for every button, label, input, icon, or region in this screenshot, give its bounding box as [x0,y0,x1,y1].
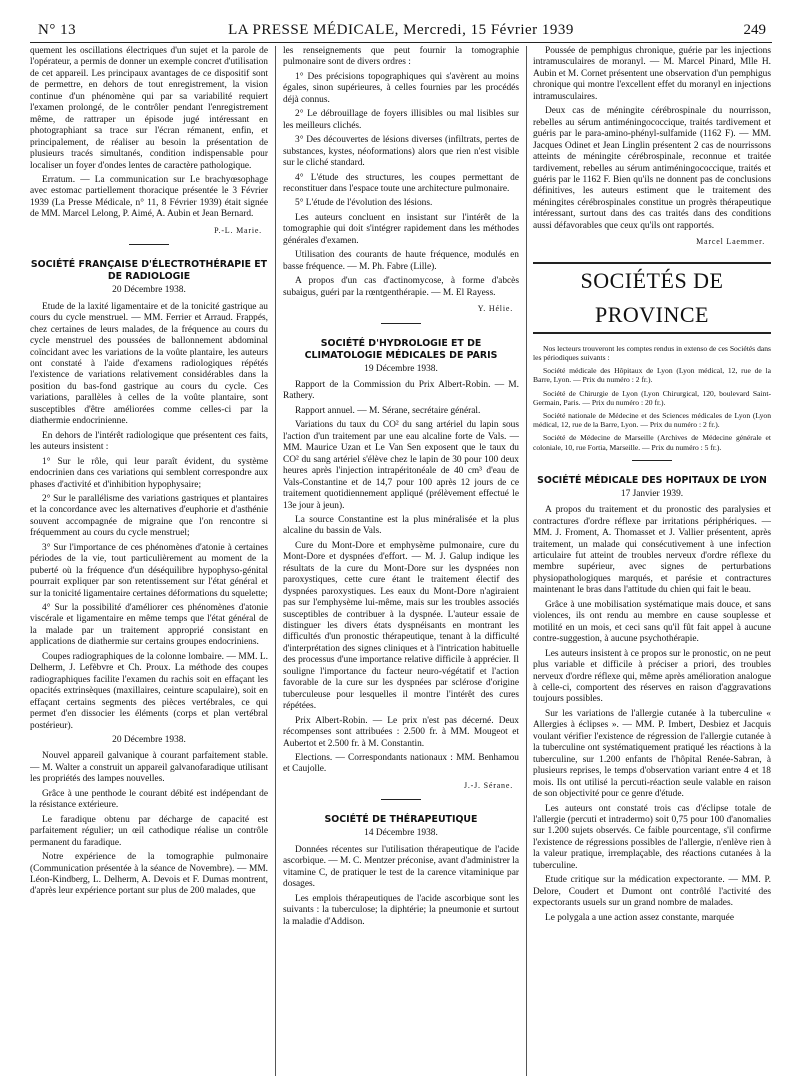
paragraph: Elections. — Correspondants nationaux : MM. Benhamou et Caujolle. [283,753,519,775]
paragraph: Les emplois thérapeutiques de l'acide ascorbique sont les suivants : la tuberculose; la diphtérie; la pneumonie et surtout la maladie d'Addison. [283,893,519,927]
page-header [30,20,772,43]
paragraph: A propos d'un cas d'actinomycose, à forme d'abcès subaigus, guéri par la rœntgenthérapie. — M. El Rayess. [283,276,519,298]
section-title: SOCIÉTÉ MÉDICALE DES HOPITAUX DE LYON [537,474,767,486]
section-date: 17 Janvier 1939. [620,488,684,499]
section-title: SOCIÉTÉ FRANÇAISE D'ÉLECTROTHÉRAPIE ET DE RADIOLOGIE [30,259,268,283]
section-date: 20 Décembre 1938. [112,735,186,746]
list-item: 1° Des précisions topographiques qui s'avèrent au moins égales, sinon supérieures, à celles fournies par les procédés déjà connus. [283,71,519,105]
notice-item: Société nationale de Médecine et des Sciences médicales de Lyon (Lyon médical, 12, rue de la Barre, Lyon. — Prix du numéro : 2 fr.). [533,410,771,430]
notice-text: Nos lecteurs trouveront les comptes rendus in extenso de ces Sociétés dans les périodiques suivants : [533,343,771,362]
column-3 [533,46,771,1076]
column-divider [275,46,276,1076]
paragraph: 3° Sur l'importance de ces phénomènes d'atonie à certaines périodes de la vie, tout particulièrement au moment de la puberté où la fréquence d'un déséquilibre hypophyso-génital pourrait expliquer par son retentissement sur l'état général et sur la tonicité ligamentaire certaines déformations du squelette; [30,542,268,599]
list-item: 2° Le débrouillage de foyers illisibles ou mal lisibles sur les meilleurs clichés. [283,109,519,131]
paragraph: Notre expérience de la tomographie pulmonaire (Communication présentée à la séance de Novembre). — MM. Léon-Kindberg, L. Delherm, A. Devois et F. Dumas montrent, d'après leur expérience portant sur plus de 200 malades, que [30,852,268,897]
section-date: 19 Décembre 1938. [364,363,438,374]
paragraph: Etude de la laxité ligamentaire et de la tonicité gastrique au cours du cycle menstruel. — MM. Ferrier et Arraud. Frappés, chez certaines de leurs malades, de la fréquence au cours du cycle menstruel des poussées de ballonnement abdominal coïncidant avec les variations de la voûte plantaire, les auteurs ont constaté à l'aide d'examens radiologiques répétés l'existence de variations relativement considérables dans la position du bas-fond gastrique au cours du cycle. Ces variations, parallèles à celles de la voûte plantaire, sont susceptibles d'être améliorées comme celles-ci par la diathermie endocrinienne. [30,301,268,427]
signature: Marcel Laemmer. [696,237,765,247]
paragraph: 2° Sur le parallélisme des variations gastriques et plantaires et la concordance avec les alternatives d'euphorie et d'asthénie souvent accompagnée de migraine que l'on rencontre si fréquemment au cours du cycle menstruel; [30,493,268,539]
paragraph: Les auteurs ont constaté trois cas d'éclipse totale de l'allergie (percuti et intradermo) soit 0,75 pour 100 d'anomalies sur 1.200 sujets observés. Ce faible pourcentage, s'il confirme l'existence de régressions possibles de l'allergie, n'enlève rien à la valeur pratique, irremplaçable, des réactions cutanées à la tuberculine. [533,803,771,871]
paragraph: Le faradique obtenu par décharge de capacité est parfaitement régulier; un œil cathodique réalise un contrôle permanent du faradique. [30,814,268,848]
signature: P.-L. Marie. [214,225,262,235]
paragraph: 4° Sur la possibilité d'améliorer ces phénomènes d'atonie viscérale et ligamentaire en même temps que l'état général de la malade par un traitement approprié consistant en applications de diathermie sur certains groupes endocriniens. [30,603,268,648]
paragraph: A propos du traitement et du pronostic des paralysies et contractures d'ordre réflexe par irritations périphériques. — MM. J. Froment, A. Thomasset et J. Vallier présentent, après traitement, un malade qui consécutivement à une infection articulaire fut atteint de troubles nerveux d'ordre réflexe du membre supérieur, avec signes de perturbations physiopathologiques marqués, et parésie et contractures maintenant le bras dans l'attitude du chien qui fait le beau. [533,505,771,596]
section-date: 20 Décembre 1938. [112,285,186,296]
column-1 [30,46,268,1076]
notice-item: Société de Chirurgie de Lyon (Lyon Chirurgical, 120, boulevard Saint-Germain, Paris. — Prix du numéro : 20 fr.). [533,388,771,407]
section-date: 14 Décembre 1938. [364,828,438,839]
erratum-paragraph: Erratum. — La communication sur Le brachyœsophage avec estomac partiellement thoracique présentée le 3 Février 1939 (La Presse Médicale, n° 11, 8 Février 1939) était signée de MM. Marcel Lelong, P. Aimé, A. Aubin et Jean Bernard. [30,174,268,220]
column-divider [526,46,527,1076]
section-title: SOCIÉTÉ D'HYDROLOGIE ET DE CLIMATOLOGIE MÉDICALES DE PARIS [304,337,498,361]
paragraph: Grâce à une mobilisation systématique mais douce, et sans violences, ils ont rendu au membre en cause souplesse et motilité en un mois, et ceci sans qu'il fût fait appel à aucune contre-suggestion, à aucune psychothérapie. [533,599,771,645]
page-number: 249 [743,22,766,38]
paragraph: Cure du Mont-Dore et emphysème pulmonaire, cure du Mont-Dore et dyspnées d'effort. — M. J. Galup indique les résultats de la cure du Mont-Dore sur les dyspnées non paroxystiques, cette cure étant le traitement électif des dyspnées paroxystiques. Les eaux du Mont-Dore n'agiraient pas sur l'emphysème lui-même, mais sur les troubles associés susceptibles de contribuer à la dyspnée. L'auteur essaie de distinguer les divers états dyspnéisants en montrant les difficultés d'un pronostic thérapeutique, tenant à la difficulté d'interprétation des signes cliniques et à l'intrication habituelle des processus d'une importance relative difficile à apprécier. Il souligne l'importance du facteur neuro-végétatif et l'action favorable de la cure sur les dyspnées par sclérose d'origine tuberculeuse pour lesquelles il montre l'intérêt des cures répétées. [283,540,519,712]
journal-title: LA PRESSE MÉDICALE, Mercredi, 15 Février 1939 [228,22,574,38]
issue-number: N° 13 [38,22,77,38]
section-title: SOCIÉTÉ DE THÉRAPEUTIQUE [324,814,478,826]
paragraph: 1° Sur le rôle, qui leur paraît évident, du système endocrinien dans ces variations qui semblent correspondre aux phases d'activité et d'inhibition hypophysaire; [30,456,268,490]
paragraph: Nouvel appareil galvanique à courant parfaitement stable. — M. Walter a construit un appareil galvanofaradique utilisant les propriétés des lampes nouvelles. [30,751,268,785]
paragraph: Rapport de la Commission du Prix Albert-Robin. — M. Rathery. [283,379,519,402]
major-section-title: SOCIÉTÉS DE PROVINCE [533,262,771,334]
paragraph: Sur les variations de l'allergie cutanée à la tuberculine « Allergies à éclipses ». — MM. P. Imbert, Desbiez et Jacquis voulant vérifier l'existence de régression de l'allergie cutanée à la tuberculine ont systématiquement pratiqué les réactions à la tuberculine, sur 1.200 enfants de l'hôpital Renée-Sabran, à plusieurs reprises, le temps d'observation variant entre 4 et 18 mois. Ils ont utilisé la percuti-réaction seule valable en raison de son objectivité pour ce genre d'étude. [533,708,771,800]
paragraph: La source Constantine est la plus minéralisée et la plus alcaline du bassin de Vals. [283,514,519,537]
paragraph: les renseignements que peut fournir la tomographie pulmonaire sont de divers ordres : [283,46,519,68]
list-item: 3° Des découvertes de lésions diverses (infiltrats, pertes de substances, kystes, néoformations) alors que rien n'est visible sur le cliché standard. [283,135,519,169]
notice-item: Société médicale des Hôpitaux de Lyon (Lyon médical, 12, rue de la Barre, Lyon. — Prix du numéro : 2 fr.). [533,366,771,385]
paragraph: Utilisation des courants de haute fréquence, modulés en basse fréquence. — M. Ph. Fabre (Lille). [283,250,519,272]
paragraph: Coupes radiographiques de la colonne lombaire. — MM. L. Delherm, J. Lefèbvre et Ch. Proux. La méthode des coupes radiographiques facilite l'examen du rachis soit en effaçant les opacités extrinsèques (maxillaires, ceinture scapulaire), soit en effaçant certains segments des pièces vertébrales, ce qui permet d'en dissocier les éléments (corps et plan vertébral postérieur). [30,651,268,731]
list-item: 4° L'étude des structures, les coupes permettant de reconstituer dans l'espace toute une architecture pulmonaire. [283,172,519,194]
paragraph: Prix Albert-Robin. — Le prix n'est pas décerné. Deux récompenses sont attribuées : 2.500 fr. à MM. Mougeot et Aubertot et 2.500 fr. à M. Constantin. [283,715,519,749]
paragraph: Données récentes sur l'utilisation thérapeutique de l'acide ascorbique. — M. C. Mentzer préconise, avant d'administrer la vitamine C, de pratiquer le test de la carence vitaminique par dosages. [283,844,519,890]
paragraph: Etude critique sur la médication expectorante. — MM. P. Delore, Coudert et Dumont ont contrôlé l'activité des expectorants usuels sur un grand nombre de malades. [533,875,771,909]
paragraph: Deux cas de méningite cérébrospinale du nourrisson, rebelles au sérum antiméningococcique, traités tardivement et guéris par le para-amino-phényl-sulfamide (1162 F). — MM. Jacques Odinet et Jean Linglin présentent 2 cas de nourrissons atteints de méningite cérébrospinale, reconnue et traitée tardivement, rebelles au sérum antiméningococcique, traités et guéris par le 1162 F. Bien qu'ils ne donnent pas de conclusions définitives, les auteurs estiment que le traitement des méningites cérébrospinales constitue un progrès thérapeutique intéressant, surtout dans des cas traités dans des conditions aussi défavorables que ceux qu'ils ont rapportés. [533,106,771,231]
notice-item: Société de Médecine de Marseille (Archives de Médecine générale et coloniale, 10, rue Fortia, Marseille. — Prix du numéro : 5 fr.). [533,433,771,452]
separator-rule [129,244,169,245]
separator-rule [632,460,672,461]
paragraph: Variations du taux du CO² du sang artériel du lapin sous l'action d'un traitement par une eau alcaline forte de Vals. — MM. Maurice Uzan et Le Van Sen exposent que le taux du CO² du sang artériel s'élève chez le lapin de 30 pour 100 deux heures après l'injection intrapéritonéale de 40 cm³ d'eau de Vals-Constantine et de 14,7 pour 100 après 12 jours de ce traitement quotidiennement appliqué (prélèvement effectué le 13e jour à jeun). [283,420,519,511]
paragraph: Grâce à une penthode le courant débité est indépendant de la résistance extérieure. [30,788,268,811]
column-2 [283,46,519,1076]
paragraph: quement les oscillations électriques d'un sujet et la parole de l'opérateur, a permis de donner un exemple concret d'utilisation de cet appareil. Les principaux avantages de ce dispositif sont de permettre, en dehors de tout enregistrement, la vision continue d'un phénomène qui par sa variabilité requiert l'examen prolongé, de le contrôler pendant l'enregistrement même, de rattraper un épisode jugé intéressant en photographiant sa trace sur l'écran rémanent, enfin, et principalement, de réaliser au besoin la présentation de plusieurs tracés simultanés, condition indispensable pour localiser un foyer d'ondes lentes de caractère pathologique. [30,46,268,171]
signature: J.-J. Sérane. [463,780,513,790]
paragraph: En dehors de l'intérêt radiologique que présentent ces faits, les auteurs insistent : [30,430,268,453]
paragraph: Le polygala a une action assez constante, marquée [545,912,734,923]
paragraph: Rapport annuel. — M. Sérane, secrétaire général. [295,405,481,416]
separator-rule [381,323,421,324]
paragraph: Les auteurs insistent à ce propos sur le pronostic, on ne peut plus variable et difficile à préciser a priori, des troubles nerveux d'ordre réflexe qui, même après amélioration analogue à celle-ci, comportent des réserves en raison d'aggravations toujours possibles. [533,648,771,705]
list-item: 5° L'étude de l'évolution des lésions. [295,198,433,209]
paragraph: Poussée de pemphigus chronique, guérie par les injections intramusculaires de moranyl. — M. Marcel Pinard, Mlle H. Aubin et M. Cornet présentent une observation d'un pemphigus chronique qui montre l'excellent effet du moranyl en injections intramusculaires. [533,46,771,102]
paragraph: Les auteurs concluent en insistant sur l'intérêt de la tomographie qui doit s'intégrer rapidement dans les méthodes générales d'examen. [283,212,519,246]
signature: Y. Hélie. [477,304,513,314]
separator-rule [381,799,421,800]
